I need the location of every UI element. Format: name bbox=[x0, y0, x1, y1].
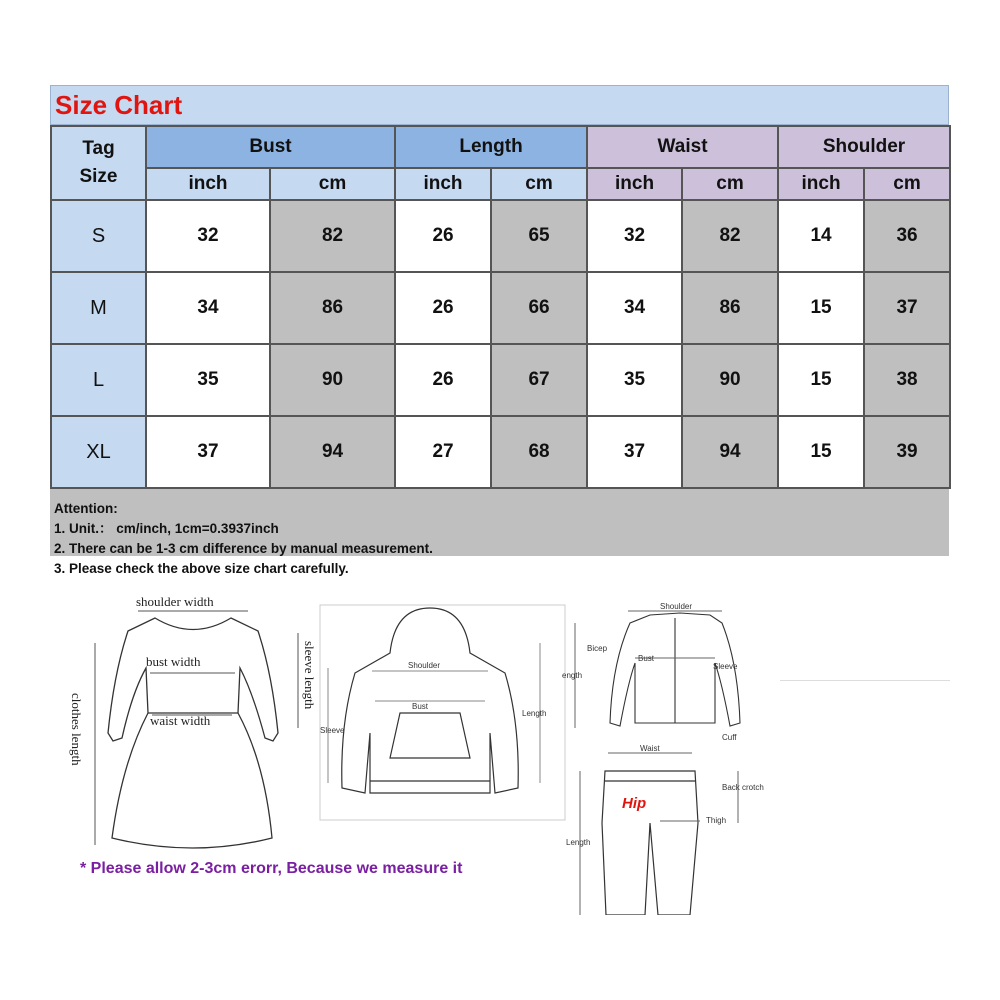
size-cell: L bbox=[51, 344, 146, 416]
value-cell: 82 bbox=[682, 200, 778, 272]
value-cell: 26 bbox=[395, 200, 491, 272]
value-cell: 66 bbox=[491, 272, 587, 344]
value-cell: 35 bbox=[587, 344, 682, 416]
title-bar bbox=[50, 85, 949, 125]
value-cell: 34 bbox=[587, 272, 682, 344]
blouse-bicep-label: Bicep bbox=[587, 644, 608, 653]
attention-heading: Attention: bbox=[54, 501, 118, 516]
blouse-sleeve-label: Sleeve bbox=[713, 662, 738, 671]
blouse-bust-label: Bust bbox=[638, 654, 655, 663]
unit-header: cm bbox=[491, 168, 587, 200]
size-label: Size bbox=[79, 166, 118, 187]
value-cell: 37 bbox=[587, 416, 682, 488]
attention-line: 1. Unit.： cm/inch, 1cm=0.3937inch bbox=[54, 521, 279, 536]
size-cell: M bbox=[51, 272, 146, 344]
value-cell: 68 bbox=[491, 416, 587, 488]
dress-illustration bbox=[108, 618, 278, 848]
blouse-cuff-label: Cuff bbox=[722, 733, 737, 742]
value-cell: 86 bbox=[682, 272, 778, 344]
value-cell: 37 bbox=[864, 272, 950, 344]
value-cell: 32 bbox=[146, 200, 270, 272]
divider bbox=[780, 680, 950, 681]
value-cell: 67 bbox=[491, 344, 587, 416]
pants-back-crotch-label: Back crotch bbox=[722, 783, 764, 792]
hoodie-shoulder-label: Shoulder bbox=[408, 661, 441, 670]
clothes-length-label: clothes length bbox=[69, 693, 84, 766]
hoodie-sleeve-label: Sleeve bbox=[320, 726, 345, 735]
attention-notes bbox=[50, 489, 949, 576]
value-cell: 34 bbox=[146, 272, 270, 344]
page-title: Size Chart bbox=[55, 89, 183, 120]
unit-header: cm bbox=[682, 168, 778, 200]
bust-header: Bust bbox=[146, 126, 395, 168]
hoodie-bust-label: Bust bbox=[412, 702, 429, 711]
value-cell: 26 bbox=[395, 272, 491, 344]
value-cell: 15 bbox=[778, 416, 864, 488]
value-cell: 37 bbox=[146, 416, 270, 488]
blouse-length-label: ength bbox=[562, 671, 583, 680]
unit-header: cm bbox=[864, 168, 950, 200]
pants-waist-label: Waist bbox=[640, 744, 660, 753]
value-cell: 82 bbox=[270, 200, 395, 272]
value-cell: 14 bbox=[778, 200, 864, 272]
unit-header: inch bbox=[395, 168, 491, 200]
size-chart-container bbox=[50, 85, 949, 576]
bust-width-label: bust width bbox=[146, 654, 201, 669]
pants-thigh-label: Thigh bbox=[706, 816, 727, 825]
pants-measure-lines bbox=[580, 753, 738, 915]
attention-line: 3. Please check the above size chart carefully. bbox=[54, 561, 349, 576]
value-cell: 38 bbox=[864, 344, 950, 416]
table-row bbox=[51, 416, 950, 488]
value-cell: 94 bbox=[682, 416, 778, 488]
tag-label: Tag bbox=[82, 138, 115, 159]
hoodie-length-label: Length bbox=[522, 709, 547, 718]
unit-header: inch bbox=[778, 168, 864, 200]
pants-illustration bbox=[602, 771, 698, 915]
pants-length-label: Length bbox=[566, 838, 591, 847]
value-cell: 35 bbox=[146, 344, 270, 416]
unit-header: inch bbox=[587, 168, 682, 200]
value-cell: 94 bbox=[270, 416, 395, 488]
dress-measure-lines bbox=[95, 611, 298, 845]
value-cell: 65 bbox=[491, 200, 587, 272]
table-row bbox=[51, 272, 950, 344]
pants-hip-label: Hip bbox=[622, 795, 647, 812]
blouse-measure-lines bbox=[575, 611, 722, 728]
length-header: Length bbox=[395, 126, 587, 168]
value-cell: 36 bbox=[864, 200, 950, 272]
value-cell: 15 bbox=[778, 344, 864, 416]
shoulder-header: Shoulder bbox=[778, 126, 950, 168]
waist-header: Waist bbox=[587, 126, 778, 168]
table-row bbox=[51, 344, 950, 416]
value-cell: 90 bbox=[682, 344, 778, 416]
value-cell: 39 bbox=[864, 416, 950, 488]
sleeve-length-label: sleeve length bbox=[302, 641, 317, 710]
table-row bbox=[51, 200, 950, 272]
unit-header: inch bbox=[146, 168, 270, 200]
shoulder-width-label: shoulder width bbox=[136, 594, 214, 609]
value-cell: 27 bbox=[395, 416, 491, 488]
value-cell: 26 bbox=[395, 344, 491, 416]
value-cell: 90 bbox=[270, 344, 395, 416]
size-table bbox=[50, 125, 951, 489]
value-cell: 32 bbox=[587, 200, 682, 272]
tag-size-header bbox=[51, 126, 146, 200]
unit-header: cm bbox=[270, 168, 395, 200]
measurement-note: * Please allow 2-3cm erorr, Because we measure it bbox=[80, 860, 463, 877]
attention-line: 2. There can be 1-3 cm difference by manual measurement. bbox=[54, 541, 433, 556]
value-cell: 15 bbox=[778, 272, 864, 344]
size-cell: XL bbox=[51, 416, 146, 488]
size-cell: S bbox=[51, 200, 146, 272]
blouse-shoulder-label: Shoulder bbox=[660, 602, 693, 611]
waist-width-label: waist width bbox=[150, 713, 211, 728]
value-cell: 86 bbox=[270, 272, 395, 344]
